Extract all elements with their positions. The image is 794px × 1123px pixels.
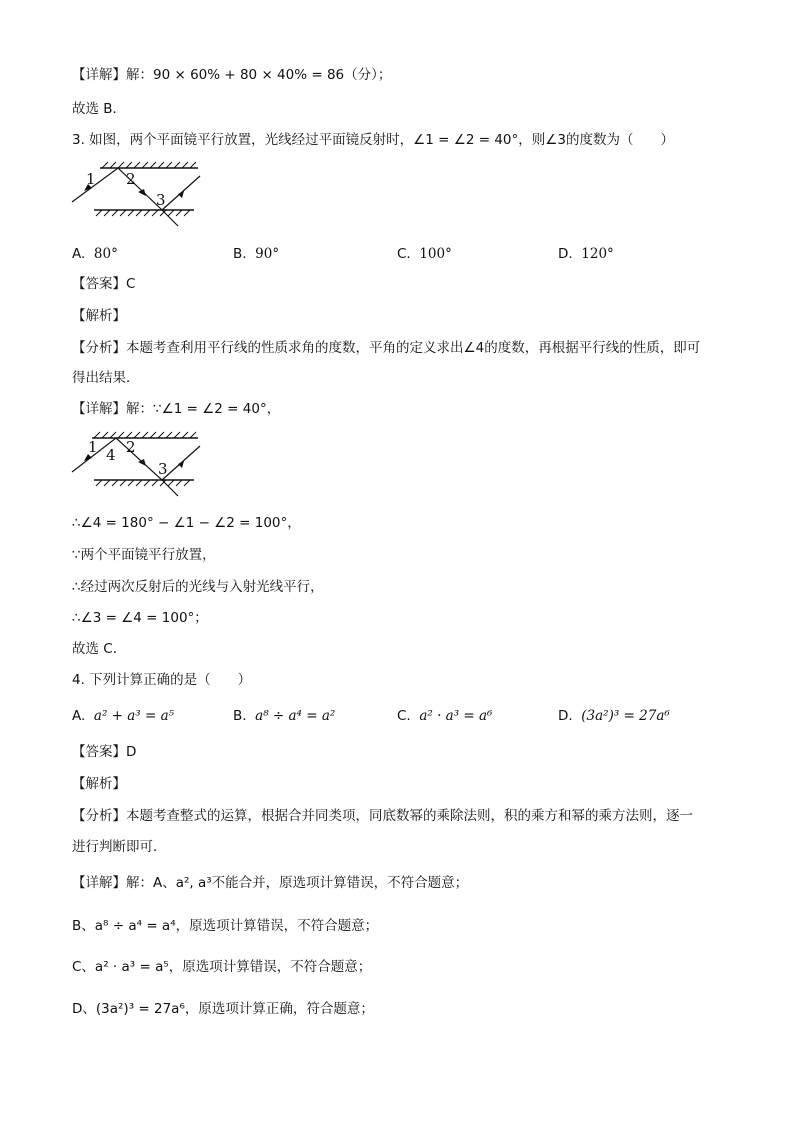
q4-fenxi-line1 bbox=[72, 806, 724, 826]
q3-fenxi-line1 bbox=[72, 338, 724, 358]
option-value: 80° bbox=[93, 246, 118, 262]
q4-option-a bbox=[72, 706, 174, 726]
fenxi-tag: 【分析】 bbox=[72, 340, 126, 356]
option-value: 100° bbox=[419, 246, 452, 262]
q3-stem: 3. 如图，两个平面镜平行放置，光线经过平面镜反射时，∠1 = ∠2 = 40°，则∠3的度数为（ ） bbox=[72, 132, 674, 148]
option-expression: a² · a³ = a⁶ bbox=[419, 708, 493, 724]
q3-option-c bbox=[397, 244, 452, 264]
q3-answer: C bbox=[126, 276, 136, 292]
option-letter: A. bbox=[72, 246, 86, 262]
q3-fig2-label-3: 3 bbox=[158, 460, 168, 478]
q4-option-b bbox=[233, 706, 335, 726]
detail-tag: 【详解】 bbox=[72, 875, 126, 891]
q3-fig1-label-2: 2 bbox=[126, 170, 136, 188]
option-letter: B. bbox=[233, 246, 247, 262]
q3-option-d bbox=[558, 244, 614, 264]
answer-tag: 【答案】 bbox=[72, 276, 126, 292]
detail-tag: 【详解】 bbox=[72, 401, 126, 417]
q4-detail-a: 解：A、a², a³不能合并，原选项计算错误，不符合题意； bbox=[126, 875, 469, 891]
option-expression: (3a²)³ = 27a⁶ bbox=[581, 708, 670, 724]
q4-analysis-tag: 【解析】 bbox=[72, 776, 126, 792]
option-letter: D. bbox=[558, 246, 573, 262]
q4-detail-b: B、a⁸ ÷ a⁴ = a⁴，原选项计算错误，不符合题意； bbox=[72, 918, 379, 934]
fenxi-tag: 【分析】 bbox=[72, 808, 126, 824]
q3-analysis-tag: 【解析】 bbox=[72, 308, 126, 324]
option-expression: a² + a³ = a⁵ bbox=[93, 708, 175, 724]
q3-option-a bbox=[72, 244, 118, 264]
q4-stem: 4. 下列计算正确的是（ ） bbox=[72, 672, 252, 688]
q4-fenxi-line2: 进行判断即可． bbox=[72, 839, 167, 855]
q2-choose: 故选 B． bbox=[72, 101, 127, 117]
option-letter: D. bbox=[558, 708, 573, 724]
detail-tag: 【详解】 bbox=[72, 67, 126, 83]
q3-fenxi-line2: 得出结果． bbox=[72, 370, 140, 386]
q4-answer-line bbox=[72, 742, 724, 762]
option-expression: a⁸ ÷ a⁴ = a² bbox=[255, 708, 336, 724]
q4-detail-d: D、(3a²)³ = 27a⁶，原选项计算正确，符合题意； bbox=[72, 1001, 374, 1017]
q3-answer-line bbox=[72, 274, 724, 294]
q4-fenxi-text1: 本题考查整式的运算，根据合并同类项，同底数幂的乘除法则，积的乘方和幂的乘方法则，逐一 bbox=[126, 808, 693, 824]
q3-fig1-label-1: 1 bbox=[86, 170, 96, 188]
q3-detail-text: 解：∵∠1 = ∠2 = 40°， bbox=[126, 401, 281, 417]
q2-detail-text: 解：90 × 60% + 80 × 40% = 86（分）； bbox=[126, 67, 392, 83]
q4-detail-c: C、a² · a³ = a⁵，原选项计算错误，不符合题意； bbox=[72, 959, 372, 975]
q3-fig2-label-4: 4 bbox=[106, 446, 116, 464]
q4-option-d bbox=[558, 706, 670, 726]
q4-detail-a-line bbox=[72, 873, 724, 893]
q3-fig1-label-3: 3 bbox=[156, 191, 166, 209]
q3-step3: ∴经过两次反射后的光线与入射光线平行， bbox=[72, 579, 324, 595]
option-value: 120° bbox=[581, 246, 614, 262]
option-letter: B. bbox=[233, 708, 247, 724]
q2-detail-line bbox=[72, 65, 724, 85]
q3-fig2-label-1: 1 bbox=[88, 438, 98, 456]
q3-solution-figure bbox=[70, 430, 210, 502]
option-letter: C. bbox=[397, 708, 411, 724]
q4-answer: D bbox=[126, 744, 137, 760]
answer-tag: 【答案】 bbox=[72, 744, 126, 760]
q3-choose: 故选 C． bbox=[72, 641, 127, 657]
q3-step1: ∴∠4 = 180° − ∠1 − ∠2 = 100°， bbox=[72, 515, 301, 531]
q3-step2: ∵两个平面镜平行放置， bbox=[72, 547, 216, 563]
q3-fig2-label-2: 2 bbox=[126, 438, 136, 456]
q4-option-c bbox=[397, 706, 492, 726]
q3-step4: ∴∠3 = ∠4 = 100°； bbox=[72, 610, 208, 626]
q3-detail-line bbox=[72, 399, 724, 419]
option-letter: A. bbox=[72, 708, 86, 724]
option-letter: C. bbox=[397, 246, 411, 262]
option-value: 90° bbox=[255, 246, 280, 262]
q3-figure-mirrors bbox=[70, 160, 210, 232]
q3-option-b bbox=[233, 244, 279, 264]
q3-fenxi-text1: 本题考查利用平行线的性质求角的度数，平角的定义求出∠4的度数，再根据平行线的性质，即可 bbox=[126, 340, 701, 356]
